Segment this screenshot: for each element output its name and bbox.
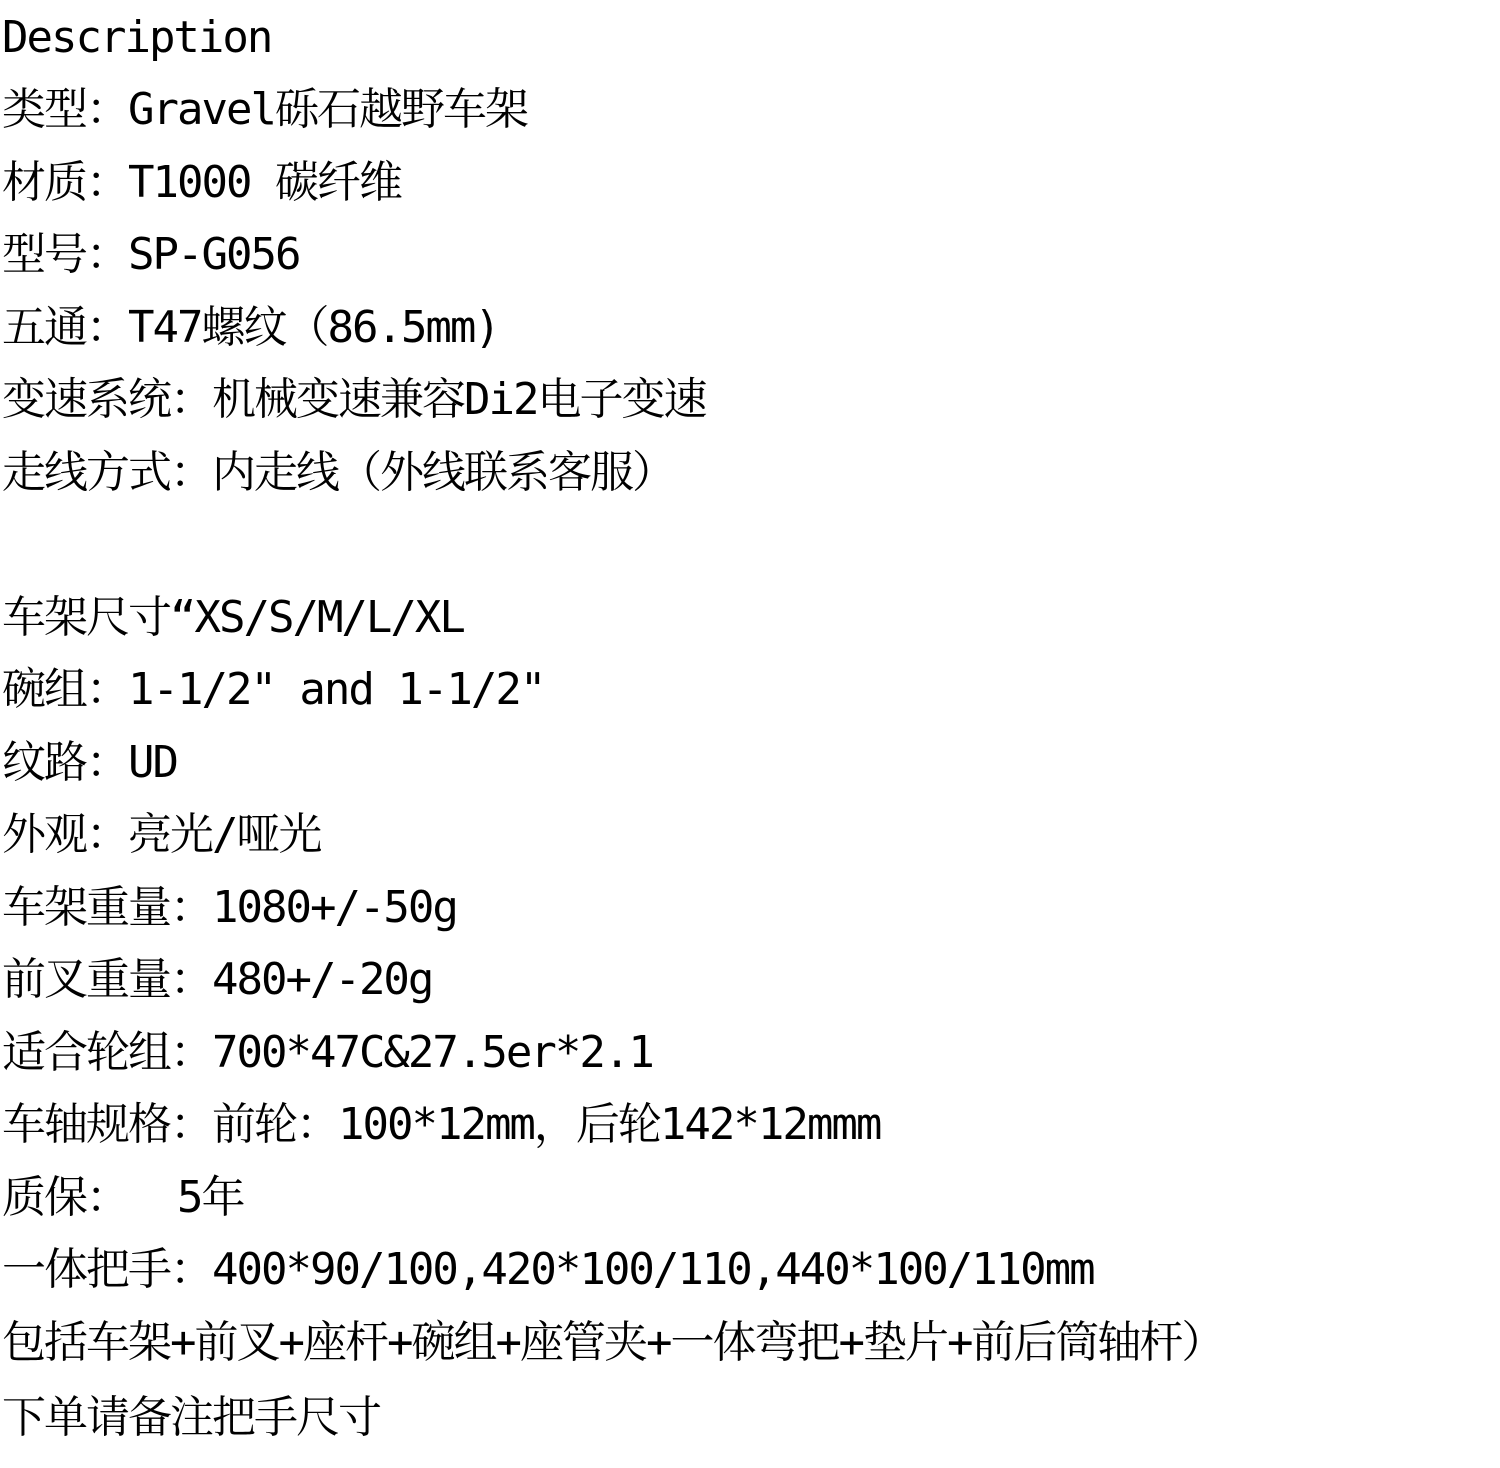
spec-material: 材质：T1000 碳纤维 — [2, 157, 401, 208]
spec-bottom-bracket: 五通：T47螺纹（86.5mm) — [2, 302, 499, 353]
spec-model: 型号：SP-G056 — [2, 229, 300, 280]
detail-package-contents: 包括车架+前叉+座杆+碗组+座管夹+一体弯把+垫片+前后筒轴杆） — [2, 1317, 1224, 1368]
detail-fork-weight: 前叉重量：480+/-20g — [2, 954, 433, 1005]
detail-weave: 纹路：UD — [2, 737, 177, 788]
description-heading: Description — [2, 12, 272, 63]
detail-axle-spec: 车轴规格：前轮：100*12mm，后轮142*12mmm — [2, 1099, 881, 1150]
spec-shifting-system: 变速系统：机械变速兼容Di2电子变速 — [2, 374, 706, 425]
detail-headset: 碗组：1-1/2" and 1-1/2" — [2, 664, 545, 715]
detail-warranty: 质保： 5年 — [2, 1172, 244, 1223]
description-document — [2, 0, 1498, 1468]
detail-wheelset: 适合轮组：700*47C&27.5er*2.1 — [2, 1027, 653, 1078]
detail-handlebar: 一体把手：400*90/100,420*100/110,440*100/110mm — [2, 1244, 1094, 1295]
detail-frame-weight: 车架重量：1080+/-50g — [2, 882, 457, 933]
spec-type: 类型：Gravel砾石越野车架 — [2, 84, 527, 135]
detail-finish: 外观：亮光/哑光 — [2, 809, 321, 860]
detail-order-note: 下单请备注把手尺寸 — [2, 1392, 380, 1443]
detail-frame-sizes: 车架尺寸“XS/S/M/L/XL — [2, 592, 464, 643]
spec-cable-routing: 走线方式：内走线（外线联系客服） — [2, 447, 674, 498]
